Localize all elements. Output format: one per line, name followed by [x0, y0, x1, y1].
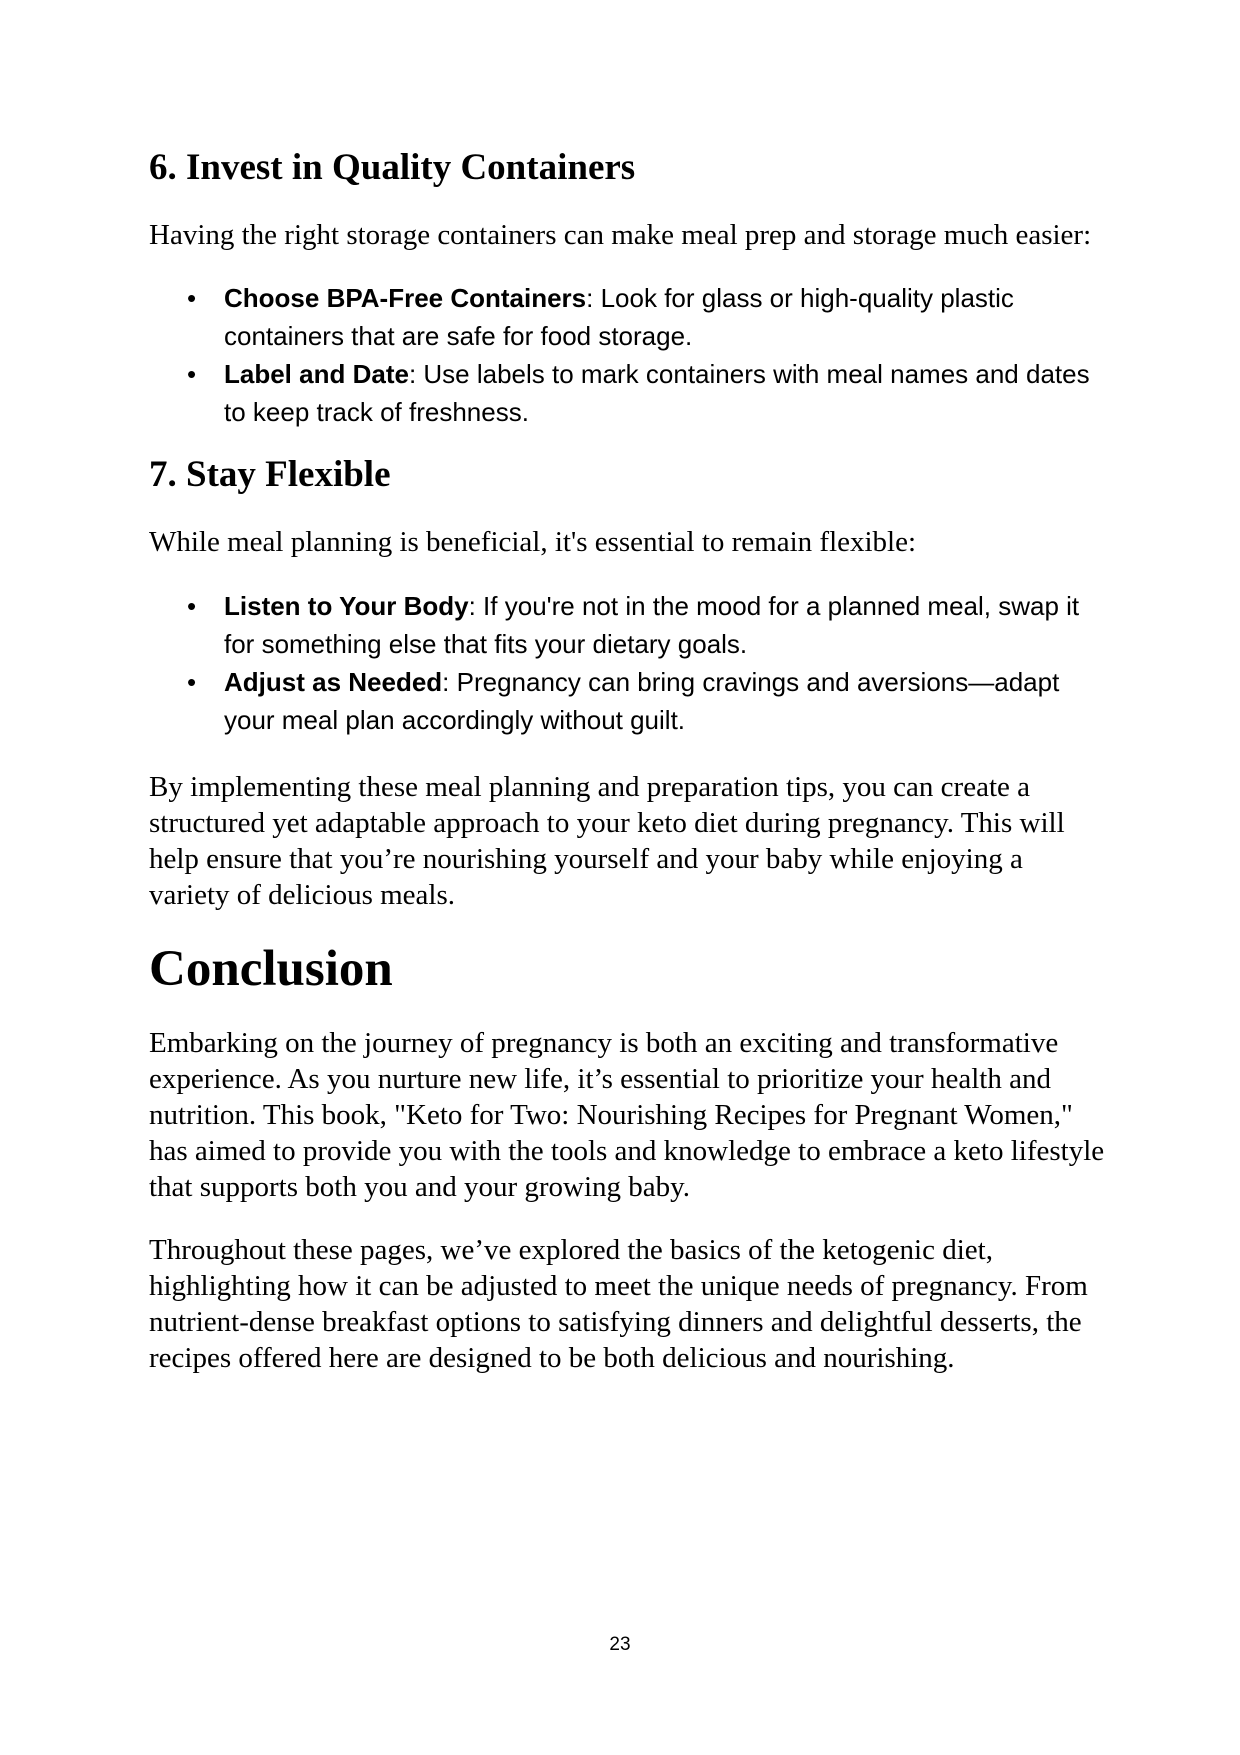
chapter-heading-conclusion: Conclusion — [149, 941, 393, 997]
conclusion-paragraph-1: Embarking on the journey of pregnancy is both an exciting and transformative experience. As you nurture new life, it’s essential to prioritize your health and nutrition. This book, "Keto for Two: Nourishing Recipes for Pregnant Women," has aimed to provide you with the tools and knowledge to embrace a keto lifestyle that supports both you and your growing baby. — [149, 1027, 1105, 1203]
section-heading-containers: 6. Invest in Quality Containers — [149, 147, 636, 188]
bullet-dot-icon: • — [187, 283, 197, 313]
bullet-text: : Pregnancy can bring cravings and aversions—adapt your meal plan accordingly without guilt. — [224, 667, 1060, 735]
list-item — [149, 355, 1107, 431]
bullet-list-flexible — [149, 587, 1107, 739]
bullet-dot-icon: • — [187, 591, 197, 621]
bullet-term: Listen to Your Body — [224, 591, 469, 621]
list-item — [149, 663, 1107, 739]
conclusion-paragraph-2: Throughout these pages, we’ve explored the basics of the ketogenic diet, highlighting how it can be adjusted to meet the unique needs of pregnancy. From nutrient-dense breakfast options to satisfying dinners and delightful desserts, the recipes offered here are designed to be both delicious and nourishing. — [149, 1234, 1088, 1374]
bullet-term: Adjust as Needed — [224, 667, 443, 697]
bullet-dot-icon: • — [187, 667, 197, 697]
bullet-text: : If you're not in the mood for a planned meal, swap it for something else that fits your dietary goals. — [224, 591, 1080, 659]
bullet-list-containers — [149, 279, 1107, 431]
bullet-term: Label and Date — [224, 359, 409, 389]
section-closing-paragraph: By implementing these meal planning and preparation tips, you can create a structured yet adaptable approach to your keto diet during pregnancy. This will help ensure that you’re nourishing yourself and your baby while enjoying a variety of delicious meals. — [149, 771, 1065, 911]
page-number: 23 — [609, 1634, 631, 1655]
section-intro-containers: Having the right storage containers can make meal prep and storage much easier: — [149, 219, 1092, 251]
bullet-text: : Use labels to mark containers with meal names and dates to keep track of freshness. — [224, 359, 1090, 427]
bullet-term: Choose BPA-Free Containers — [224, 283, 587, 313]
section-heading-flexible: 7. Stay Flexible — [149, 454, 391, 495]
page-content — [149, 146, 1107, 1376]
bullet-text: : Look for glass or high-quality plastic containers that are safe for food storage. — [224, 283, 1014, 351]
list-item — [149, 279, 1107, 355]
bullet-dot-icon: • — [187, 359, 197, 389]
list-item — [149, 587, 1107, 663]
section-intro-flexible: While meal planning is beneficial, it's essential to remain flexible: — [149, 526, 917, 558]
